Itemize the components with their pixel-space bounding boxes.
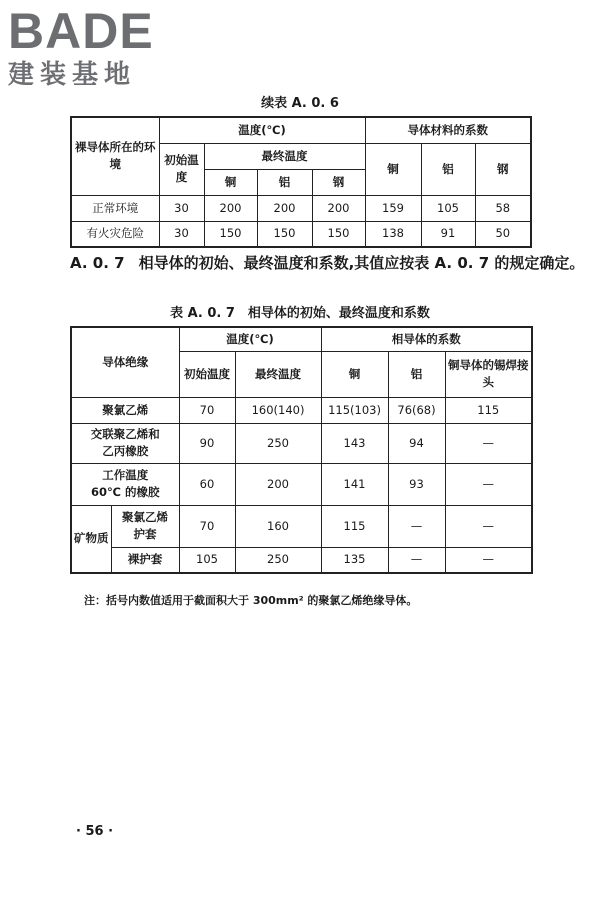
- header-coef-copper: 铜: [365, 143, 421, 195]
- cell-insulation: 交联聚乙烯和乙丙橡胶: [71, 423, 179, 463]
- table-row: [71, 195, 531, 221]
- cell-final-copper: 150: [204, 221, 257, 247]
- cell-env: 正常环境: [71, 195, 159, 221]
- header-aluminum: 铝: [388, 351, 445, 397]
- cell-tin-joint: —: [445, 505, 532, 547]
- cell-mineral-group: 矿物质: [71, 505, 111, 573]
- table-row: [71, 547, 532, 573]
- cell-initial: 30: [159, 195, 204, 221]
- cell-tin-joint: —: [445, 547, 532, 573]
- table-row: [71, 423, 532, 463]
- table-note: 注：括号内数值适用于截面积大于 300mm² 的聚氯乙烯绝缘导体。: [84, 594, 418, 607]
- cell-final: 250: [235, 547, 321, 573]
- header-final-copper: 铜: [204, 169, 257, 195]
- cell-copper: 141: [321, 463, 388, 505]
- cell-initial: 70: [179, 397, 235, 423]
- header-coef-steel: 钢: [475, 143, 531, 195]
- table-a06: [70, 116, 532, 248]
- header-coefficient: 导体材料的系数: [365, 117, 531, 143]
- cell-copper: 143: [321, 423, 388, 463]
- clause-text: 相导体的初始、最终温度和系数,其值应按表 A. 0. 7 的规定确定。: [138, 254, 585, 272]
- cell-insulation: 聚氯乙烯: [71, 397, 179, 423]
- cell-copper: 135: [321, 547, 388, 573]
- cell-final: 160(140): [235, 397, 321, 423]
- header-environment: 裸导体所在的环境: [71, 117, 159, 195]
- cell-insulation: 工作温度 60℃ 的橡胶: [71, 463, 179, 505]
- header-coefficient: 相导体的系数: [321, 327, 532, 351]
- logo-subtitle: 建装基地: [8, 60, 137, 90]
- cell-initial: 30: [159, 221, 204, 247]
- cell-aluminum: 94: [388, 423, 445, 463]
- cell-aluminum: —: [388, 547, 445, 573]
- cell-copper: 115(103): [321, 397, 388, 423]
- table-a07: [70, 326, 533, 574]
- header-final-aluminum: 铝: [257, 169, 312, 195]
- header-final-steel: 钢: [312, 169, 365, 195]
- table-row: [71, 397, 532, 423]
- table-row: [71, 221, 531, 247]
- cell-initial: 70: [179, 505, 235, 547]
- cell-coef-copper: 159: [365, 195, 421, 221]
- cell-coef-aluminum: 91: [421, 221, 475, 247]
- cell-final-copper: 200: [204, 195, 257, 221]
- cell-env: 有火灾危险: [71, 221, 159, 247]
- cell-final-aluminum: 150: [257, 221, 312, 247]
- cell-insulation: 聚氯乙烯护套: [111, 505, 179, 547]
- table-row: [71, 505, 532, 547]
- cell-initial: 90: [179, 423, 235, 463]
- header-initial: 初始温度: [179, 351, 235, 397]
- logo-wordmark: BADE: [8, 3, 154, 59]
- cell-final: 160: [235, 505, 321, 547]
- cell-final: 200: [235, 463, 321, 505]
- cell-final-aluminum: 200: [257, 195, 312, 221]
- cell-insulation: 裸护套: [111, 547, 179, 573]
- cell-coef-copper: 138: [365, 221, 421, 247]
- cell-initial: 60: [179, 463, 235, 505]
- cell-coef-steel: 50: [475, 221, 531, 247]
- header-initial: 初始温度: [159, 143, 204, 195]
- cell-final-steel: 200: [312, 195, 365, 221]
- header-temperature: 温度(℃): [179, 327, 321, 351]
- cell-tin-joint: —: [445, 463, 532, 505]
- table-row: [71, 463, 532, 505]
- header-final: 最终温度: [235, 351, 321, 397]
- clause-a07: [70, 251, 598, 275]
- header-temperature: 温度(℃): [159, 117, 365, 143]
- cell-aluminum: 76(68): [388, 397, 445, 423]
- logo: [8, 4, 178, 90]
- cell-aluminum: 93: [388, 463, 445, 505]
- header-coef-aluminum: 铝: [421, 143, 475, 195]
- table-a07-caption: 表 A. 0. 7 相导体的初始、最终温度和系数: [170, 306, 430, 321]
- cell-copper: 115: [321, 505, 388, 547]
- cell-coef-aluminum: 105: [421, 195, 475, 221]
- header-final: 最终温度: [204, 143, 365, 169]
- header-tin-joint: 铜导体的锡焊接头: [445, 351, 532, 397]
- cell-final: 250: [235, 423, 321, 463]
- cell-final-steel: 150: [312, 221, 365, 247]
- cell-aluminum: —: [388, 505, 445, 547]
- cell-tin-joint: —: [445, 423, 532, 463]
- page-number: · 56 ·: [76, 824, 114, 839]
- cell-tin-joint: 115: [445, 397, 532, 423]
- table-a06-caption: 续表 A. 0. 6: [261, 96, 339, 111]
- clause-number: A. 0. 7: [70, 254, 125, 272]
- header-copper: 铜: [321, 351, 388, 397]
- cell-coef-steel: 58: [475, 195, 531, 221]
- cell-initial: 105: [179, 547, 235, 573]
- header-insulation: 导体绝缘: [71, 327, 179, 397]
